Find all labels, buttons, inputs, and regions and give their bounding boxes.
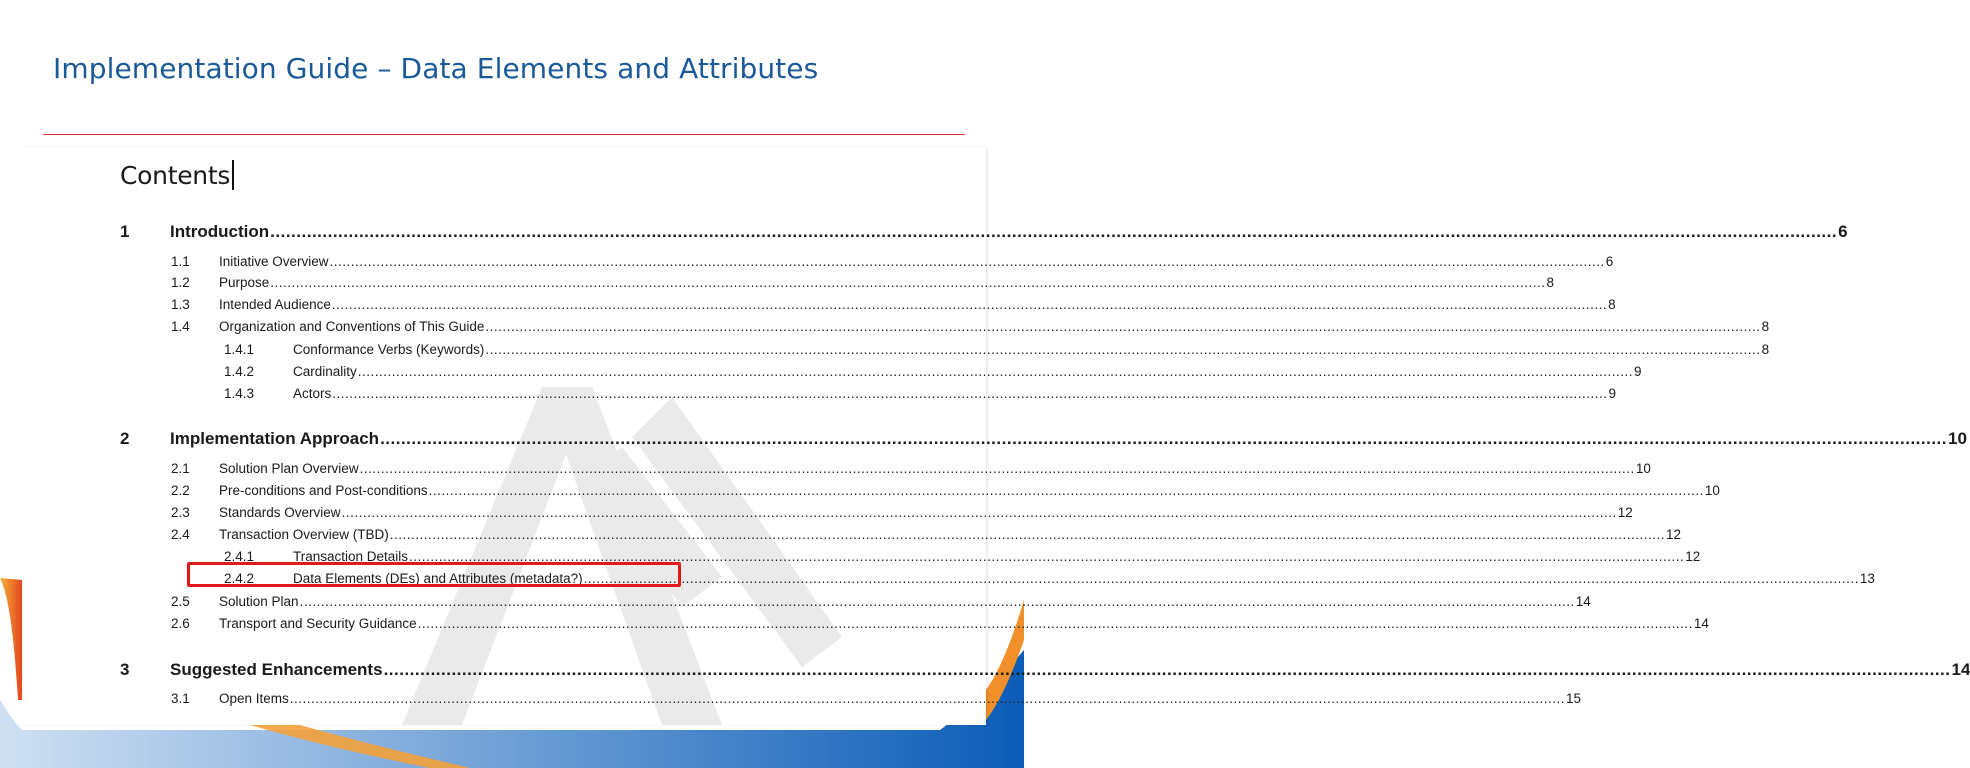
toc-entry-page: 10: [1704, 483, 1720, 498]
toc-entry-page: 8: [1761, 342, 1770, 357]
toc-leader-dots: ............................................................................................................................................................................................................................................................................................................: [409, 549, 1685, 564]
table-of-contents-image: [22, 147, 1970, 725]
highlight-box: [187, 562, 681, 587]
toc-entry-page: 8: [1546, 275, 1555, 290]
slide-title: Implementation Guide – Data Elements and Attributes: [53, 52, 819, 85]
toc-entry: [120, 429, 1967, 449]
toc-entry-number: 2.1: [171, 461, 190, 476]
toc-entry-title: Suggested Enhancements: [170, 660, 383, 679]
toc-entry-title: Transport and Security Guidance: [219, 616, 417, 631]
toc-entry-number: 1.4.1: [224, 342, 255, 357]
toc-entry-number: 2.4.2: [224, 571, 255, 586]
toc-entry-title: Pre-conditions and Post-conditions: [219, 483, 428, 498]
toc-entry: [224, 386, 1617, 401]
toc-entry: [171, 527, 1682, 542]
toc-leader-dots: ............................................................................................................................................................................................................................................................................................................: [270, 222, 1838, 241]
toc-entry-title: Standards Overview: [219, 505, 341, 520]
toc-leader-dots: ............................................................................................................................................................................................................................................................................................................: [329, 254, 1605, 269]
toc-leader-dots: ............................................................................................................................................................................................................................................................................................................: [341, 505, 1617, 520]
toc-entry: [120, 222, 1848, 242]
toc-leader-dots: ............................................................................................................................................................................................................................................................................................................: [359, 461, 1635, 476]
toc-entry-title: Cardinality: [293, 364, 357, 379]
toc-entry-title: Purpose: [219, 275, 270, 290]
toc-entry-title: Implementation Approach: [170, 429, 380, 448]
toc-entry-number: 1.4.3: [224, 386, 255, 401]
toc-entry-page: 10: [1635, 461, 1651, 476]
toc-leader-dots: ............................................................................................................................................................................................................................................................................................................: [485, 342, 1761, 357]
toc-entry-number: 1: [120, 222, 130, 241]
toc-entry-page: 14: [1693, 616, 1709, 631]
contents-heading-text: Contents: [120, 161, 231, 190]
toc-leader-dots: ............................................................................................................................................................................................................................................................................................................: [299, 594, 1575, 609]
toc-entry-number: 1.1: [171, 254, 190, 269]
toc-entry-number: 2.2: [171, 483, 190, 498]
toc-leader-dots: ............................................................................................................................................................................................................................................................................................................: [583, 571, 1859, 586]
toc-entry-title: Transaction Details: [293, 549, 409, 564]
toc-entry: [120, 660, 1970, 680]
toc-leader-dots: ............................................................................................................................................................................................................................................................................................................: [270, 275, 1546, 290]
toc-entry-page: 10: [1948, 429, 1967, 448]
toc-entry-page: 14: [1575, 594, 1591, 609]
toc-entry-number: 3.1: [171, 691, 190, 706]
contents-heading: [120, 160, 234, 190]
toc-leader-dots: ............................................................................................................................................................................................................................................................................................................: [289, 691, 1566, 706]
toc-entry-title: Actors: [293, 386, 332, 401]
toc-entry-title: Open Items: [219, 691, 289, 706]
toc-entry-title: Data Elements (DEs) and Attributes (metadata?): [293, 571, 583, 586]
toc-entry-page: 8: [1761, 319, 1770, 334]
toc-leader-dots: ............................................................................................................................................................................................................................................................................................................: [417, 616, 1693, 631]
toc-entry: [171, 275, 1555, 290]
toc-entry-number: 1.4.2: [224, 364, 255, 379]
toc-entry-number: 2.4: [171, 527, 190, 542]
text-cursor: [232, 160, 234, 190]
toc-entry-title: Initiative Overview: [219, 254, 329, 269]
toc-leader-dots: ............................................................................................................................................................................................................................................................................................................: [380, 429, 1948, 448]
toc-entry-page: 6: [1605, 254, 1614, 269]
toc-leader-dots: ............................................................................................................................................................................................................................................................................................................: [357, 364, 1634, 379]
toc-entry-number: 1.2: [171, 275, 190, 290]
toc-leader-dots: ............................................................................................................................................................................................................................................................................................................: [428, 483, 1704, 498]
toc-entry-number: 2.3: [171, 505, 190, 520]
toc-entry-page: 12: [1666, 527, 1682, 542]
toc-entry-number: 2.4.1: [224, 549, 255, 564]
toc-entry-page: 13: [1859, 571, 1875, 586]
toc-leader-dots: ............................................................................................................................................................................................................................................................................................................: [485, 319, 1761, 334]
toc-entry-title: Organization and Conventions of This Guide: [219, 319, 485, 334]
toc-entry: [171, 594, 1591, 609]
toc-entry-title: Intended Audience: [219, 297, 331, 312]
toc-entry-title: Conformance Verbs (Keywords): [293, 342, 485, 357]
toc-entry: [171, 319, 1770, 334]
toc-entry: [171, 254, 1614, 269]
toc-entry: [171, 461, 1651, 476]
toc-entry-number: 2: [120, 429, 130, 448]
toc-leader-dots: ............................................................................................................................................................................................................................................................................................................: [331, 297, 1608, 312]
toc-entry-page: 6: [1838, 222, 1848, 241]
toc-entry: [171, 691, 1582, 706]
toc-entry-title: Solution Plan Overview: [219, 461, 359, 476]
title-divider: [43, 134, 965, 135]
toc-entry-number: 2.5: [171, 594, 190, 609]
toc-entry-page: 14: [1951, 660, 1970, 679]
toc-entry-number: 1.3: [171, 297, 190, 312]
toc-entry: [171, 483, 1720, 498]
toc-entry-page: 9: [1634, 364, 1642, 379]
toc-entry-number: 2.6: [171, 616, 190, 631]
toc-entry: [224, 364, 1642, 379]
toc-entry-title: Transaction Overview (TBD): [219, 527, 389, 542]
toc-entry: [171, 505, 1633, 520]
toc-leader-dots: ............................................................................................................................................................................................................................................................................................................: [383, 660, 1951, 679]
toc-entry-title: Solution Plan: [219, 594, 299, 609]
toc-entry-page: 12: [1617, 505, 1633, 520]
toc-leader-dots: ............................................................................................................................................................................................................................................................................................................: [332, 386, 1608, 401]
toc-entry-title: Introduction: [170, 222, 270, 241]
toc-entry-page: 15: [1566, 691, 1582, 706]
toc-entry-number: 1.4: [171, 319, 190, 334]
toc-entry: [171, 616, 1709, 631]
toc-entry-page: 9: [1608, 386, 1617, 401]
toc-entry-page: 12: [1685, 549, 1701, 564]
toc-entry-number: 3: [120, 660, 130, 679]
toc-entry: [171, 297, 1616, 312]
toc-leader-dots: ............................................................................................................................................................................................................................................................................................................: [389, 527, 1666, 542]
toc-entry-page: 8: [1608, 297, 1616, 312]
toc-entry: [224, 342, 1770, 357]
